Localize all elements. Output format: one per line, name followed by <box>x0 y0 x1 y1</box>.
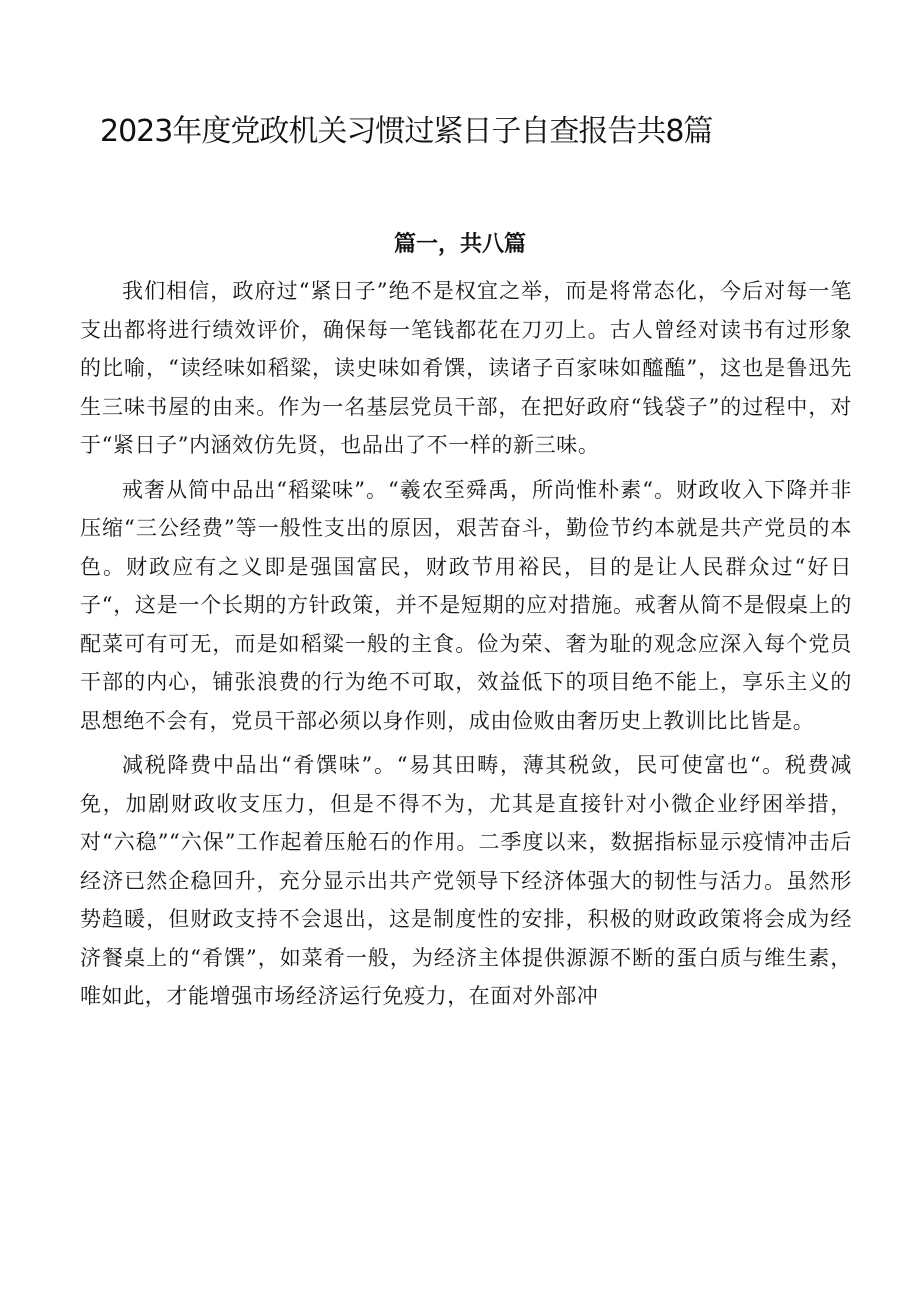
document-body <box>80 272 852 1022</box>
body-paragraph: 我们相信，政府过“紧日子”绝不是权宜之举，而是将常态化，今后对每一笔支出都将进行绩效评价，确保每一笔钱都花在刀刃上。古人曾经对读书有过形象的比喻，“读经味如稻粱，读史味如肴馔，读诸子百家味如醯醢”，这也是鲁迅先生三味书屋的由来。作为一名基层党员干部，在把好政府“钱袋子”的过程中，对于“紧日子”内涵效仿先贤，也品出了不一样的新三味。 <box>80 279 852 457</box>
body-paragraph: 戒奢从简中品出“稻粱味”。“羲农至舜禹，所尚惟朴素“。财政收入下降并非压缩“三公经费”等一般性支出的原因，艰苦奋斗，勤俭节约本就是共产党员的本色。财政应有之义即是强国富民，财政节用裕民，目的是让人民群众过“好日子“，这是一个长期的方针政策，并不是短期的应对措施。戒奢从简不是假桌上的配菜可有可无，而是如稻粱一般的主食。俭为荣、奢为耻的观念应深入每个党员干部的内心，铺张浪费的行为绝不可取，效益低下的项目绝不能上，享乐主义的思想绝不会有，党员干部必须以身作则，成由俭败由奢历史上教训比比皆是。 <box>80 477 852 733</box>
body-paragraph: 减税降费中品出“肴馔味”。“易其田畴，薄其税敛，民可使富也“。税费减免，加剧财政收支压力，但是不得不为，尤其是直接针对小微企业纾困举措，对“六稳”“六保”工作起着压舱石的作用。二季度以来，数据指标显示疫情冲击后经济已然企稳回升，充分显示出共产党领导下经济体强大的韧性与活力。虽然形势趋暖，但财政支持不会退出，这是制度性的安排，积极的财政政策将会成为经济餐桌上的“肴馔”，如菜肴一般，为经济主体提供源源不断的蛋白质与维生素，唯如此，才能增强市场经济运行免疫力，在面对外部冲 <box>80 753 852 1008</box>
document-title: 2023年度党政机关习惯过紧日子自查报告共8篇 <box>100 114 713 149</box>
section-heading: 篇一，共八篇 <box>393 232 526 257</box>
